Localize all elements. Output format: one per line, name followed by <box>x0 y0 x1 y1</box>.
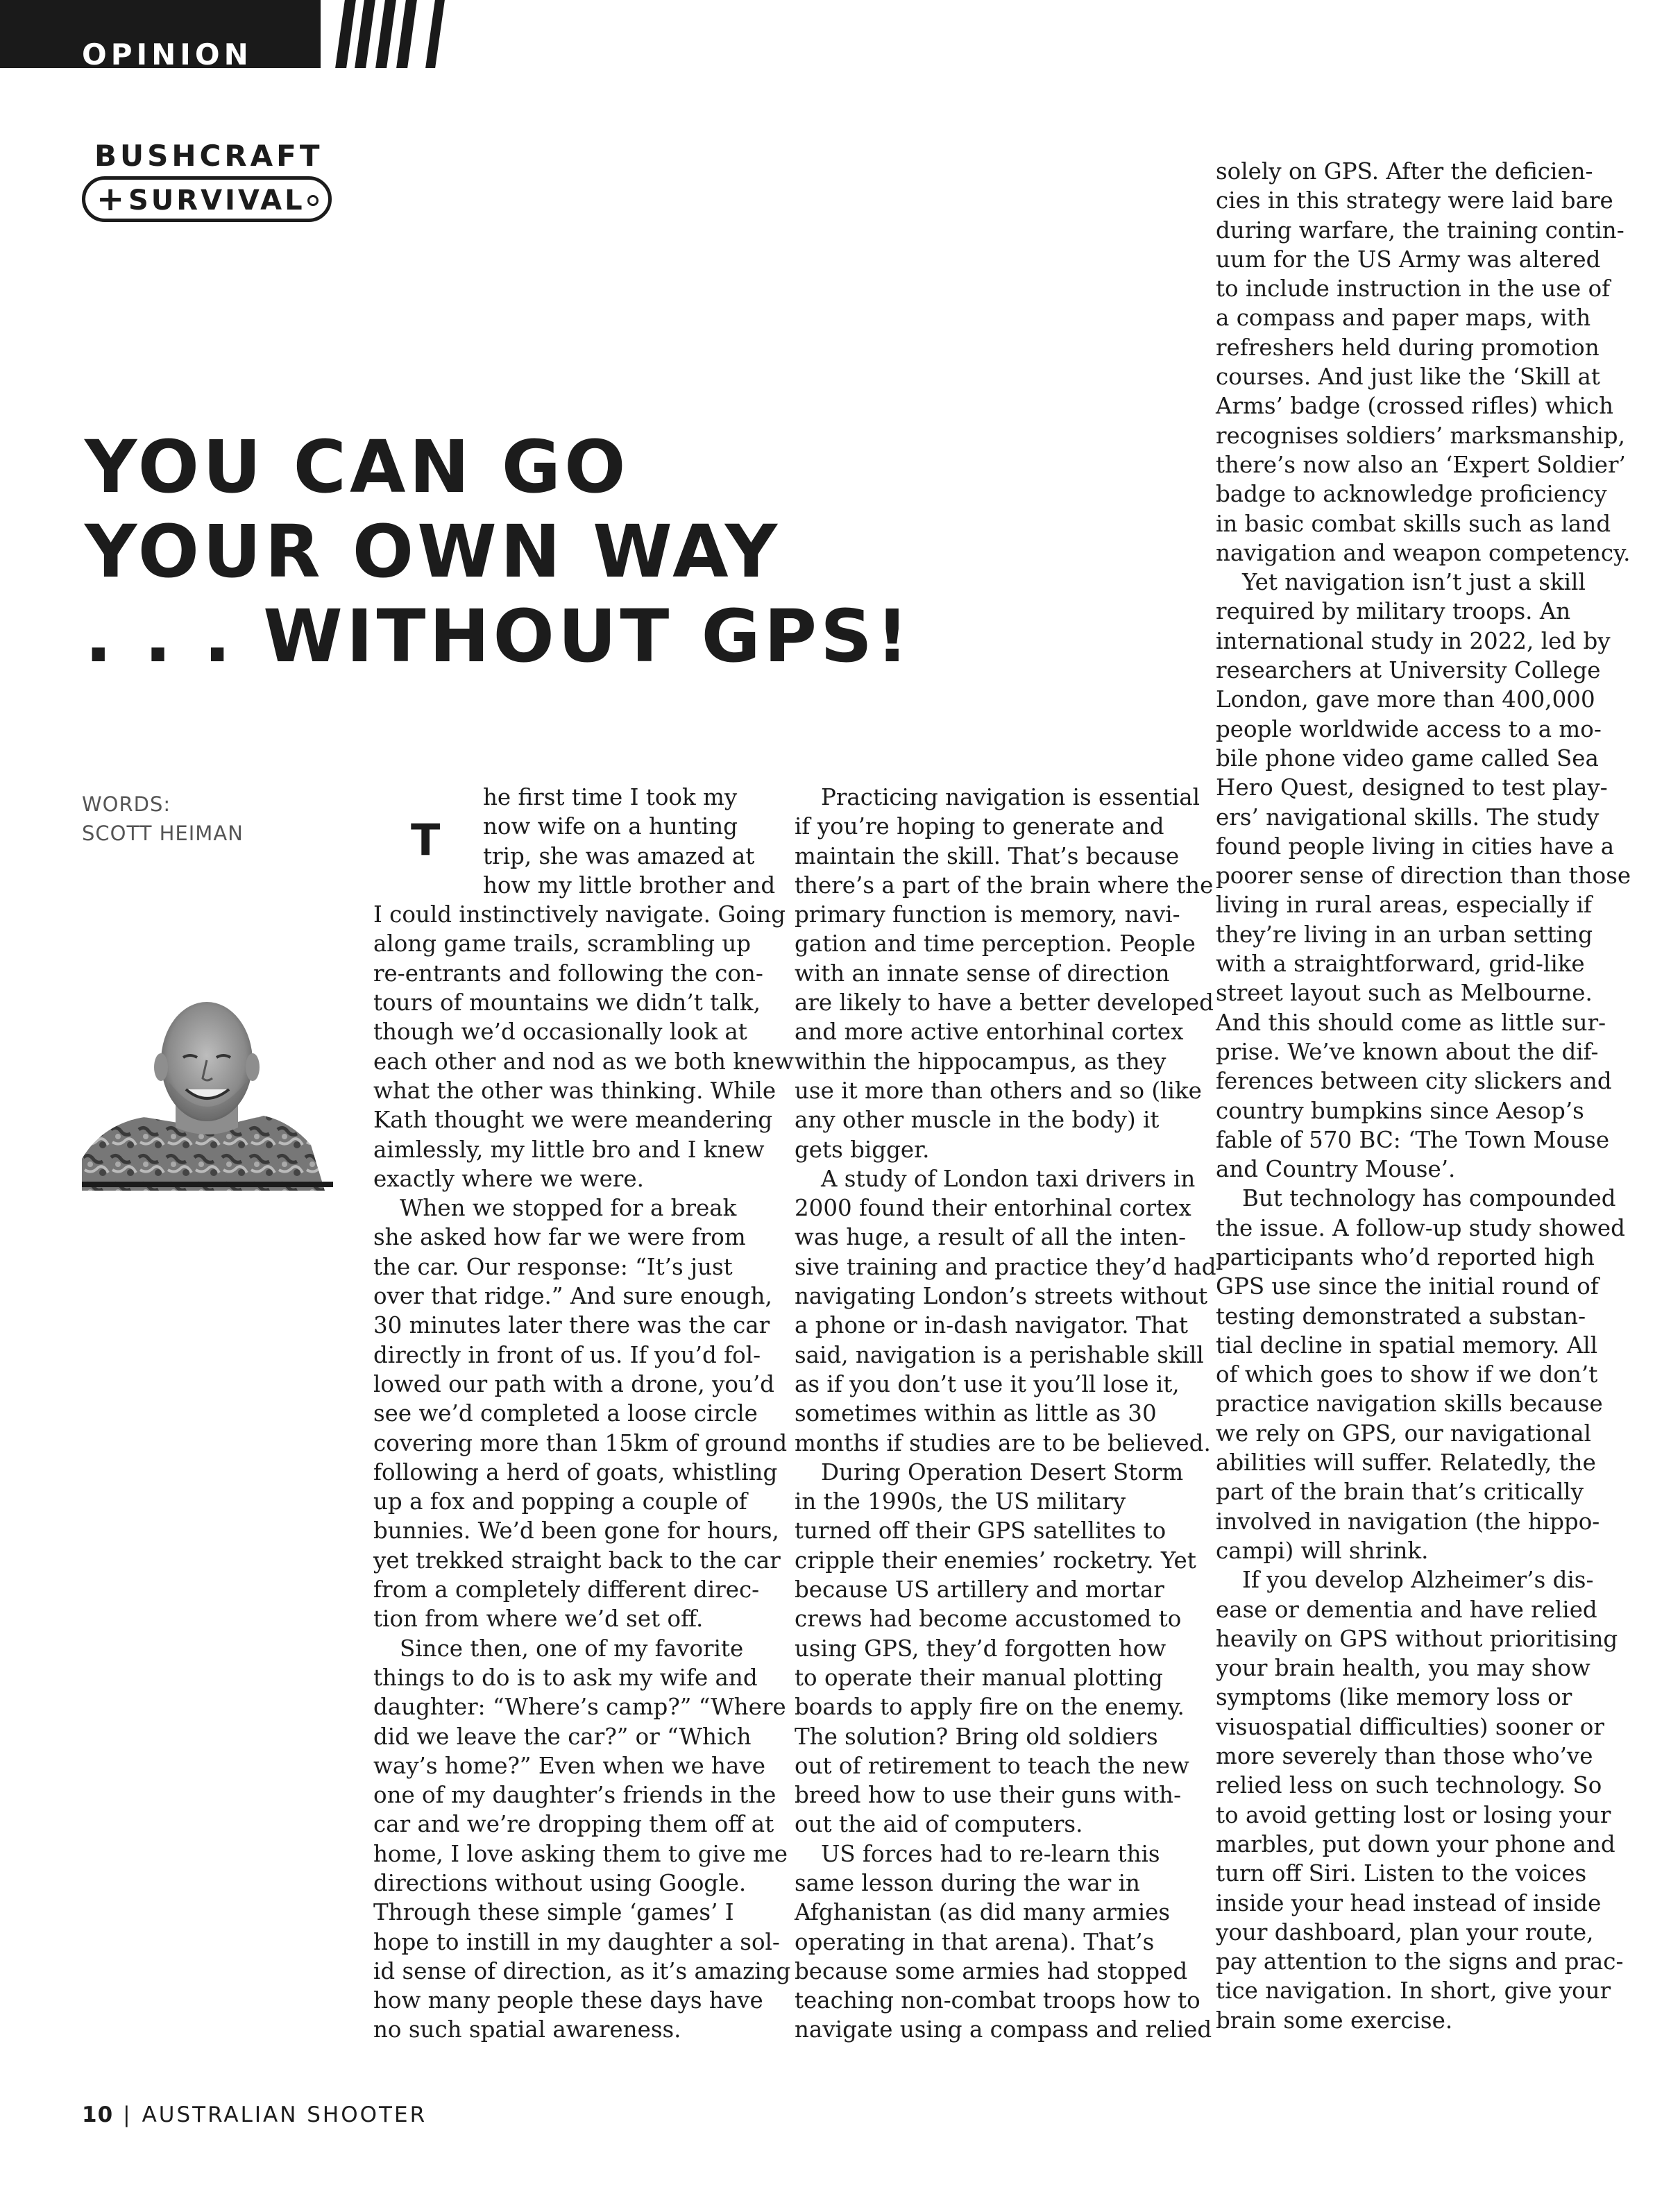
text-line: a phone or in-dash navigator. That <box>795 1312 1188 1339</box>
text-line: to avoid getting lost or losing your <box>1216 1801 1611 1828</box>
text-line: out the aid of computers. <box>795 1811 1083 1838</box>
category-subtitle: SURVIVAL <box>128 185 305 216</box>
text-line: found people living in cities have a <box>1216 833 1615 860</box>
text-line: campi) will shrink. <box>1216 1537 1429 1564</box>
text-line: maintain the skill. That’s because <box>795 842 1180 869</box>
text-line: use it more than others and so (like <box>795 1077 1202 1104</box>
text-line: researchers at University College <box>1216 657 1601 684</box>
article-column-3 <box>1216 157 1631 2035</box>
paragraph <box>795 1164 1216 1458</box>
text-line: poorer sense of direction than those <box>1216 862 1631 890</box>
text-line: see we’d completed a loose circle <box>373 1400 758 1427</box>
text-line: your brain health, you may show <box>1216 1655 1590 1682</box>
byline <box>82 790 244 848</box>
header-stripe <box>396 0 417 68</box>
text-line: operating in that arena). That’s <box>795 1928 1155 1955</box>
header-stripe <box>375 0 396 68</box>
paragraph <box>1216 157 1631 568</box>
text-line: car and we’re dropping them off at <box>373 1811 774 1838</box>
text-line: and more active entorhinal cortex <box>795 1019 1184 1046</box>
text-line: 30 minutes later there was the car <box>373 1312 770 1339</box>
page-number: 10 <box>82 2102 114 2127</box>
text-line: primary function is memory, navi- <box>795 901 1180 928</box>
text-line: of which goes to show if we don’t <box>1216 1361 1598 1388</box>
headline-line: YOUR OWN WAY <box>85 509 781 594</box>
publication-name: AUSTRALIAN SHOOTER <box>142 2102 427 2127</box>
text-line: hope to instill in my daughter a sol- <box>373 1928 780 1955</box>
text-line: from a completely different direc- <box>373 1576 760 1603</box>
text-line: to operate their manual plotting <box>795 1664 1163 1691</box>
text-line: country bumpkins since Aesop’s <box>1216 1097 1584 1124</box>
text-line: no such spatial awareness. <box>373 2016 681 2043</box>
text-line: solely on GPS. After the deficien- <box>1216 158 1593 185</box>
text-line: using GPS, they’d forgotten how <box>795 1635 1166 1662</box>
text-line: gets bigger. <box>795 1136 930 1163</box>
text-line: did we leave the car?” or “Which <box>373 1723 752 1750</box>
text-line: inside your head instead of inside <box>1216 1889 1602 1916</box>
text-line: part of the brain that’s critically <box>1216 1479 1584 1506</box>
text-line: out of retirement to teach the new <box>795 1752 1189 1779</box>
text-line: crews had become accustomed to <box>795 1606 1182 1633</box>
text-line: pay attention to the signs and prac- <box>1216 1948 1624 1975</box>
article-headline <box>85 425 1126 679</box>
text-line: there’s a part of the brain where the <box>795 871 1214 899</box>
text-line: street layout such as Melbourne. <box>1216 980 1593 1007</box>
text-line: how my little brother and <box>483 871 776 899</box>
headline-line: YOU CAN GO <box>85 425 629 509</box>
text-line: because US artillery and mortar <box>795 1576 1164 1603</box>
category-badge <box>82 176 332 222</box>
paragraph <box>373 1193 788 1633</box>
text-line: Afghanistan (as did many armies <box>795 1899 1170 1926</box>
text-line: breed how to use their guns with- <box>795 1782 1182 1809</box>
text-line: bile phone video game called Sea <box>1216 745 1599 772</box>
dot-icon <box>307 195 319 206</box>
text-line: ers’ navigational skills. The study <box>1216 803 1600 831</box>
text-line: yet trekked straight back to the car <box>373 1547 781 1574</box>
text-line: international study in 2022, led by <box>1216 627 1611 654</box>
text-line: testing demonstrated a substan- <box>1216 1302 1586 1329</box>
text-line: living in rural areas, especially if <box>1216 892 1593 919</box>
text-line: lowed our path with a drone, you’d <box>373 1370 774 1397</box>
footer-separator: | <box>123 2102 133 2127</box>
text-line: Arms’ badge (crossed rifles) which <box>1216 393 1614 420</box>
text-line: we rely on GPS, our navigational <box>1216 1420 1591 1447</box>
text-line: your dashboard, plan your route, <box>1216 1919 1594 1946</box>
text-line: same lesson during the war in <box>795 1869 1140 1896</box>
text-line: he first time I took my <box>483 784 738 810</box>
header-stripe <box>335 0 356 68</box>
text-line: abilities will suffer. Relatedly, the <box>1216 1449 1596 1477</box>
text-line: teaching non-combat troops how to <box>795 1987 1200 2014</box>
text-line: marbles, put down your phone and <box>1216 1830 1615 1857</box>
drop-cap: T <box>411 815 441 865</box>
text-line: prise. We’ve known about the dif- <box>1216 1038 1599 1065</box>
text-line: fable of 570 BC: ‘The Town Mouse <box>1216 1126 1610 1153</box>
text-line: When we stopped for a break <box>400 1195 737 1222</box>
page-footer <box>82 2102 427 2127</box>
text-line: she asked how far we were from <box>373 1224 746 1251</box>
text-line: directions without using Google. <box>373 1869 747 1896</box>
text-line: Hero Quest, designed to test play- <box>1216 774 1608 801</box>
text-line: badge to acknowledge proficiency <box>1216 481 1607 508</box>
text-line: courses. And just like the ‘Skill at <box>1216 364 1600 391</box>
header-stripe <box>355 0 375 68</box>
text-line: each other and nod as we both knew <box>373 1048 794 1075</box>
byline-label: WORDS: <box>82 792 171 816</box>
text-line: practice navigation skills because <box>1216 1390 1603 1418</box>
text-line: there’s now also an ‘Expert Soldier’ <box>1216 451 1626 478</box>
text-line: are likely to have a better developed <box>795 989 1214 1016</box>
text-line: with an innate sense of direction <box>795 960 1170 987</box>
text-line: they’re living in an urban setting <box>1216 921 1593 948</box>
text-line: visuospatial difficulties) sooner or <box>1216 1713 1604 1740</box>
text-line: navigation and weapon competency. <box>1216 539 1631 566</box>
text-line: a compass and paper maps, with <box>1216 305 1591 332</box>
text-line: A study of London taxi drivers in <box>821 1165 1196 1192</box>
text-line: trip, she was amazed at <box>483 842 755 869</box>
category-title: BUSHCRAFT <box>94 139 323 173</box>
text-line: in basic combat skills such as land <box>1216 510 1611 537</box>
text-line: because some armies had stopped <box>795 1957 1188 1984</box>
text-line: aimlessly, my little bro and I knew <box>373 1136 765 1163</box>
text-line: Since then, one of my favorite <box>400 1635 744 1662</box>
article-column-2 <box>795 783 1216 2045</box>
text-line: sometimes within as little as 30 <box>795 1400 1157 1427</box>
text-line: tice navigation. In short, give your <box>1216 1977 1611 2005</box>
text-line: turn off Siri. Listen to the voices <box>1216 1860 1587 1887</box>
text-line: tial decline in spatial memory. All <box>1216 1332 1598 1359</box>
text-line: was huge, a result of all the inten- <box>795 1224 1187 1251</box>
paragraph <box>1216 1565 1624 2035</box>
text-line: now wife on a hunting <box>483 813 738 840</box>
text-line: up a fox and popping a couple of <box>373 1488 747 1515</box>
text-line: covering more than 15km of ground <box>373 1429 788 1456</box>
text-line: more severely than those who’ve <box>1216 1743 1593 1770</box>
paragraph <box>373 1634 791 2045</box>
text-line: involved in navigation (the hippo- <box>1216 1508 1600 1535</box>
text-line: brain some exercise. <box>1216 2007 1453 2034</box>
text-line: months if studies are to be believed. <box>795 1429 1211 1456</box>
text-line: exactly where we were. <box>373 1165 644 1192</box>
text-line: way’s home?” Even when we have <box>373 1752 765 1779</box>
text-line: During Operation Desert Storm <box>821 1458 1184 1486</box>
text-line: heavily on GPS without prioritising <box>1216 1625 1618 1652</box>
text-line: But technology has compounded <box>1242 1185 1616 1212</box>
text-line: tours of mountains we didn’t talk, <box>373 989 761 1016</box>
text-line: though we’d occasionally look at <box>373 1019 747 1046</box>
text-line: what the other was thinking. While <box>373 1077 777 1104</box>
text-line: refreshers held during promotion <box>1216 334 1600 361</box>
portrait-rule <box>82 1182 333 1187</box>
text-line: turned off their GPS satellites to <box>795 1517 1166 1545</box>
text-line: ease or dementia and have relied <box>1216 1596 1597 1623</box>
text-line: 2000 found their entorhinal cortex <box>795 1195 1191 1222</box>
text-line: US forces had to re-learn this <box>821 1840 1160 1867</box>
headline-line: . . . WITHOUT GPS! <box>85 594 913 679</box>
text-line: along game trails, scrambling up <box>373 930 752 958</box>
text-line: the issue. A follow-up study showed <box>1216 1214 1625 1241</box>
text-line: during warfare, the training contin- <box>1216 216 1624 244</box>
text-line: recognises soldiers’ marksmanship, <box>1216 422 1625 449</box>
byline-author: SCOTT HEIMAN <box>82 822 244 845</box>
text-line: navigate using a compass and relied <box>795 2016 1212 2043</box>
text-line: The solution? Bring old soldiers <box>795 1723 1158 1750</box>
text-line: directly in front of us. If you’d fol- <box>373 1341 761 1368</box>
paragraph <box>373 783 794 1193</box>
paragraph <box>1216 1184 1625 1565</box>
text-line: id sense of direction, as it’s amazing <box>373 1957 791 1984</box>
text-line: navigating London’s streets without <box>795 1283 1208 1310</box>
author-portrait <box>82 985 333 1191</box>
text-line: London, gave more than 400,000 <box>1216 686 1595 713</box>
plus-icon: + <box>96 180 125 219</box>
paragraph <box>1216 568 1631 1184</box>
paragraph <box>795 1839 1212 2045</box>
text-line: And this should come as little sur- <box>1216 1009 1606 1036</box>
text-line: daughter: “Where’s camp?” “Where <box>373 1694 786 1721</box>
text-line: said, navigation is a perishable skill <box>795 1341 1204 1368</box>
text-line: people worldwide access to a mo- <box>1216 715 1602 742</box>
text-line: the car. Our response: “It’s just <box>373 1253 733 1280</box>
paragraph <box>795 1458 1196 1839</box>
text-line: symptoms (like memory loss or <box>1216 1684 1572 1711</box>
text-line: how many people these days have <box>373 1987 763 2014</box>
text-line: with a straightforward, grid-like <box>1216 951 1585 978</box>
article-column-1 <box>373 783 794 2045</box>
text-line: uum for the US Army was altered <box>1216 246 1601 273</box>
text-line: ferences between city slickers and <box>1216 1068 1612 1095</box>
header-stripe <box>425 0 445 68</box>
text-line: If you develop Alzheimer’s dis- <box>1242 1567 1594 1594</box>
text-line: in the 1990s, the US military <box>795 1488 1126 1515</box>
text-line: home, I love asking them to give me <box>373 1840 788 1867</box>
text-line: required by military troops. An <box>1216 598 1571 625</box>
text-line: as if you don’t use it you’ll lose it, <box>795 1370 1180 1397</box>
text-line: and Country Mouse’. <box>1216 1156 1456 1183</box>
text-line: one of my daughter’s friends in the <box>373 1782 777 1809</box>
text-line: GPS use since the initial round of <box>1216 1273 1599 1300</box>
text-line: Practicing navigation is essential <box>821 784 1200 810</box>
text-line: participants who’d reported high <box>1216 1243 1595 1270</box>
paragraph <box>795 783 1214 1164</box>
text-line: over that ridge.” And sure enough, <box>373 1283 772 1310</box>
text-line: following a herd of goats, whistling <box>373 1458 778 1486</box>
text-line: sive training and practice they’d had <box>795 1253 1216 1280</box>
text-line: things to do is to ask my wife and <box>373 1664 758 1691</box>
section-header-band <box>0 0 1680 76</box>
text-line: I could instinctively navigate. Going <box>373 901 786 928</box>
text-line: gation and time perception. People <box>795 930 1196 958</box>
text-line: any other muscle in the body) it <box>795 1107 1160 1134</box>
text-line: relied less on such technology. So <box>1216 1772 1602 1799</box>
text-line: cripple their enemies’ rocketry. Yet <box>795 1547 1196 1574</box>
text-line: bunnies. We’d been gone for hours, <box>373 1517 779 1545</box>
section-label: OPINION <box>82 37 253 71</box>
text-line: Yet navigation isn’t just a skill <box>1242 569 1586 596</box>
text-line: re-entrants and following the con- <box>373 960 763 987</box>
text-line: within the hippocampus, as they <box>795 1048 1166 1075</box>
text-line: to include instruction in the use of <box>1216 275 1611 303</box>
text-line: boards to apply fire on the enemy. <box>795 1694 1185 1721</box>
text-line: Through these simple ‘games’ I <box>373 1899 734 1926</box>
text-line: tion from where we’d set off. <box>373 1606 704 1633</box>
text-line: cies in this strategy were laid bare <box>1216 187 1613 214</box>
text-line: Kath thought we were meandering <box>373 1107 773 1134</box>
text-line: if you’re hoping to generate and <box>795 813 1164 840</box>
